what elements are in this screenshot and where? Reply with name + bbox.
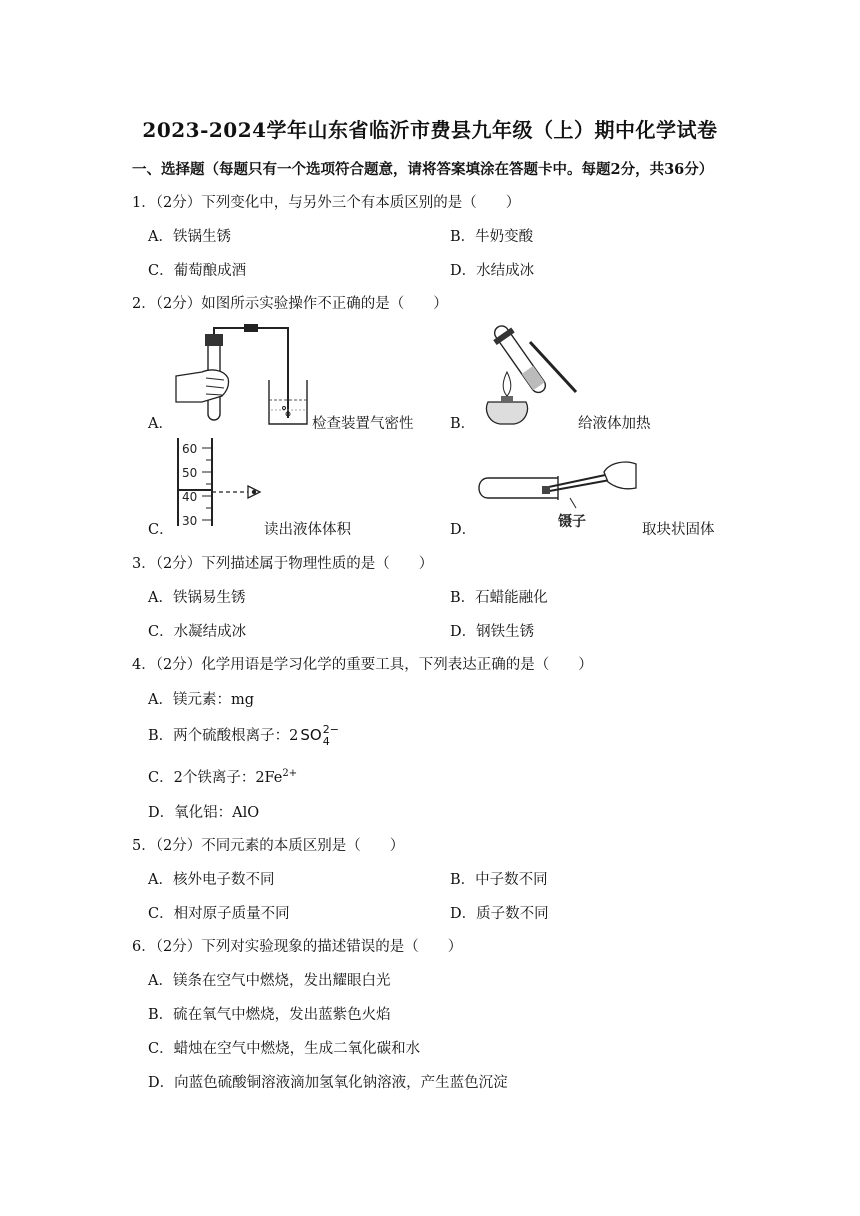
figure-caption: 给液体加热 — [578, 416, 651, 432]
question-stem: 4．（2分）化学用语是学习化学的重要工具，下列表达正确的是（ ） — [132, 657, 593, 673]
volume-reading-figure — [172, 436, 268, 528]
option-d: D．钢铁生锈 — [450, 624, 535, 640]
option-a: A． — [148, 416, 173, 432]
sulfate-charge-sup: 2− — [322, 723, 339, 736]
option-c — [148, 766, 297, 787]
solid-taking-figure — [470, 458, 640, 534]
option-b — [148, 724, 339, 748]
option-c: C．水凝结成冰 — [148, 624, 247, 640]
option-a: A．铁锅易生锈 — [148, 590, 246, 606]
scale-tick-label: 30 — [182, 514, 198, 528]
figure-caption: 检查装置气密性 — [312, 416, 414, 432]
option-c-text: C．2个铁离子：2Fe — [148, 770, 283, 786]
question-stem: 5．（2分）不同元素的本质区别是（ ） — [132, 838, 405, 854]
option-a: A．铁锅生锈 — [148, 229, 231, 245]
option-d: D． — [450, 522, 477, 538]
sulfate-formula: SO — [300, 726, 322, 744]
option-a: A．镁元素：mg — [148, 692, 255, 708]
option-c: C．相对原子质量不同 — [148, 906, 290, 922]
question-stem: 2．（2分）如图所示实验操作不正确的是（ ） — [132, 296, 448, 312]
figure-caption: 读出液体体积 — [264, 522, 351, 538]
option-c: C．蜡烛在空气中燃烧，生成二氧化碳和水 — [148, 1041, 421, 1057]
option-b: B．石蜡能融化 — [450, 590, 548, 606]
question-stem: 3．（2分）下列描述属于物理性质的是（ ） — [132, 556, 434, 572]
question-stem: 1．（2分）下列变化中，与另外三个有本质区别的是（ ） — [132, 195, 521, 211]
scale-tick-label: 50 — [182, 466, 198, 480]
liquid-heating-figure — [470, 316, 582, 430]
scale-tick-label: 60 — [182, 442, 198, 456]
option-b: B．硫在氧气中燃烧，发出蓝紫色火焰 — [148, 1007, 391, 1023]
sulfate-charge-sub: 4 — [322, 735, 330, 748]
section-heading: 一、选择题（每题只有一个选项符合题意，请将答案填涂在答题卡中。每题2分，共36分） — [132, 161, 714, 178]
option-d: D．质子数不同 — [450, 906, 549, 922]
sulfate-charge — [323, 724, 339, 748]
option-a: A．镁条在空气中燃烧，发出耀眼白光 — [148, 973, 391, 989]
scale-tick-label: 40 — [182, 490, 198, 504]
option-b: B．中子数不同 — [450, 872, 548, 888]
option-b: B． — [450, 416, 476, 432]
iron-ion-charge: 2+ — [282, 768, 298, 780]
tweezers-label: 镊子 — [558, 514, 586, 530]
option-b: B．牛奶变酸 — [450, 229, 534, 245]
option-d: D．向蓝色硫酸铜溶液滴加氢氧化钠溶液，产生蓝色沉淀 — [148, 1075, 508, 1091]
page-title: 2023-2024学年山东省临沂市费县九年级（上）期中化学试卷 — [142, 118, 718, 142]
option-b-text: B．两个硫酸根离子：2 — [148, 728, 299, 744]
airtightness-check-figure — [172, 322, 312, 430]
figure-caption: 取块状固体 — [642, 522, 715, 538]
option-d: D．水结成冰 — [450, 263, 535, 279]
option-c: C．葡萄酿成酒 — [148, 263, 247, 279]
option-a: A．核外电子数不同 — [148, 872, 275, 888]
option-d: D．氧化铝：AlO — [148, 805, 260, 821]
question-stem: 6．（2分）下列对实验现象的描述错误的是（ ） — [132, 939, 463, 955]
option-c: C． — [148, 522, 174, 538]
